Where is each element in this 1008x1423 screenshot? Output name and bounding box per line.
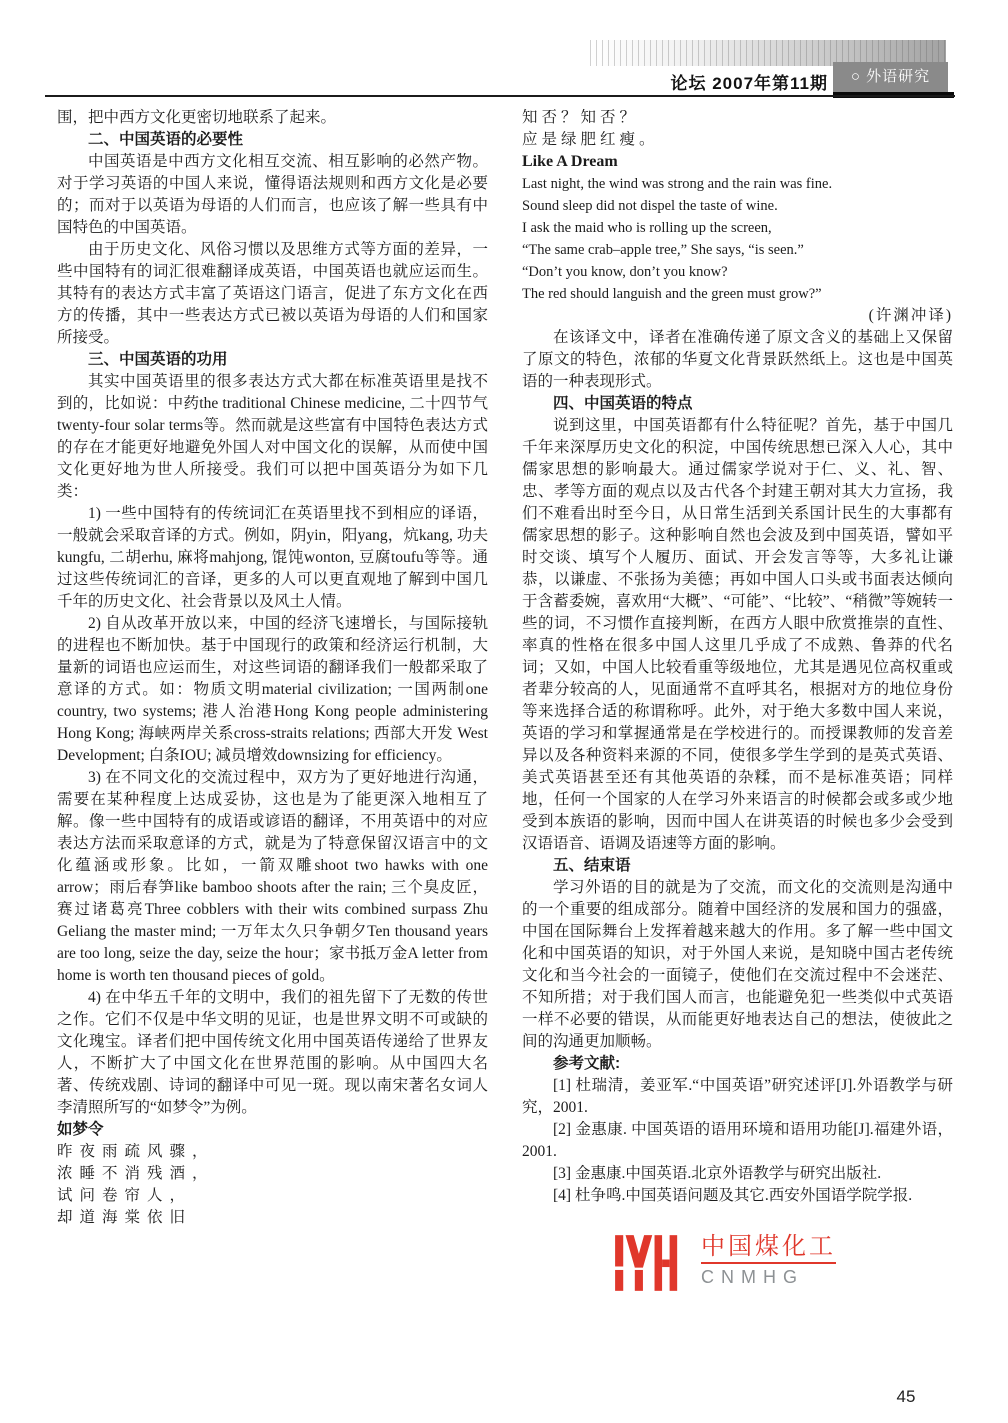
references-heading: 参考文献: <box>553 1055 621 1072</box>
poem-translation-line: Sound sleep did not dispel the taste of wine. <box>522 198 778 214</box>
poem-line: 试问卷帘人， <box>57 1187 193 1204</box>
comment-paragraph: 在该译文中，译者在准确传递了原文含义的基础上又保留了原文的特色，浓郁的华夏文化背景跃然纸上。这也是中国英语的一种表现形式。 <box>522 329 953 390</box>
section3-intro: 其实中国英语里的很多表达方式大都在标准英语里是找不到的，比如说：中药the traditional Chinese medicine, 二十四节气twenty-four solar terms等。然而就是这些富有中国特色表达方式的存在才能更好地避免外国人对中国文化的误解，从而使中国文化更好地为世人所接受。我们可以把中国英语分为如下几类： <box>57 373 488 500</box>
poem-translation-line: The red should languish and the green must grow?” <box>522 286 822 302</box>
section2-paragraph: 中国英语是中西方文化相互交流、相互影响的必然产物。对于学习英语的中国人来说，懂得语法规则和西方文化是必要的；而对于以英语为母语的人们而言，也应该了解一些具有中国特色的中国英语。 <box>57 153 488 236</box>
section3-item: 1) 一些中国特有的传统词汇在英语里找不到相应的译语，一般就会采取音译的方式。例如，阴yin，阳yang，炕kang, 功夫kungfu, 二胡erhu, 麻将mahjong, 馄饨wonton, 豆腐toufu等等。通过这些传统词汇的音译，更多的人可以更直观地了解到中国几千年的历史文化、社会背景以及风土人情。 <box>57 505 488 610</box>
right-column <box>522 107 953 1207</box>
poem-translation-line: “Don’t you know, don’t you know? <box>522 264 728 280</box>
journal-issue-info: 论坛 2007年第11期 <box>670 74 828 93</box>
poem-translation-line: I ask the maid who is rolling up the screen, <box>522 220 772 236</box>
heading-section5: 五、结束语 <box>553 857 631 874</box>
header-rule <box>45 95 955 97</box>
section3-item: 3) 在不同文化的交流过程中，双方为了更好地进行沟通，需要在某种程度上达成妥协，这也是为了能更深入地相互了解。像一些中国特有的成语或谚语的翻译，不用英语中的对应表达方法而采取意译的方式，就是为了特意保留汉语言中的文化蕴涵或形象。比如，一箭双雕shoot two hawks with one arrow；雨后春笋like bamboo shoots after the rain; 三个臭皮匠，赛过诸葛亮Three cobblers with their wits combined surpass Zhu Geliang the master mind; 一万年太久只争朝夕Ten thousand years are too long, seize the day, seize the hour；家书抵万金A letter from home is worth ten thousand pieces of gold。 <box>57 769 488 984</box>
poem-line: 昨夜雨疏风骤， <box>57 1143 215 1160</box>
heading-section4: 四、中国英语的特点 <box>553 395 693 412</box>
section-badge: ○ 外语研究 <box>833 62 948 92</box>
reference-item: [4] 杜争鸣.中国英语问题及其它.西安外国语学院学报. <box>553 1187 913 1204</box>
cnmhg-logo-mark-icon <box>605 1234 689 1292</box>
reference-item: [1] 杜瑞清，姜亚军.“中国英语”研究述评[J].外语教学与研究，2001. <box>522 1077 953 1116</box>
poem-translation-title: Like A Dream <box>522 153 618 170</box>
section5-paragraph: 学习外语的目的就是为了交流，而文化的交流则是沟通中的一个重要的组成部分。随着中国经济的发展和国力的强盛，中国在国际舞台上发挥着越来越大的作用。多了解一些中国文化和中国英语的知识，对于外国人来说，是知晓中国古老传统文化和当今社会的一面镜子，使他们在交流过程中不会迷茫、不知所措；对于我们国人而言，也能避免犯一些类似中式英语一样不必要的错误，从而能更好地表达自己的想法，使彼此之间的沟通更加顺畅。 <box>522 879 953 1050</box>
poem-title: 如梦令 <box>57 1121 104 1138</box>
section2-paragraph: 由于历史文化、风俗习惯以及思维方式等方面的差异，一些中国特有的词汇很难翻译成英语，中国英语也就应运而生。其特有的表达方式丰富了英语这门语言，促进了东方文化在西方的传播，其中一些表达方式已被以英语为母语的人们和国家所接受。 <box>57 241 488 346</box>
left-column <box>57 107 488 1229</box>
section3-item: 2) 自从改革开放以来，中国的经济飞速增长，与国际接轨的进程也不断加快。基于中国现行的政策和经济运行机制，大量新的词语也应运而生，对这些词语的翻译我们一般都采取了意译的方式。如：物质文明material civilization; 一国两制one country, two systems; 港人治港Hong Kong people administering Hong Kong; 海峡两岸关系cross-straits relations; 西部大开发 West Development; 白条IOU; 减员增效downsizing for efficiency。 <box>57 615 488 764</box>
poem-translation-line: “The same crab–apple tree,” She says, “is seen.” <box>522 242 804 258</box>
section4-paragraph: 说到这里，中国英语都有什么特征呢？首先，基于中国几千年来深厚历史文化的积淀，中国传统思想已深入人心，其中儒家思想的影响最大。通过儒家学说对于仁、义、礼、智、忠、孝等方面的观点以及古代各个封建王朝对其大力宣扬，我们不难看出时至今日，从日常生活到关系国计民生的大事都有儒家思想的影子。这种影响自然也会波及到中国英语，譬如平时交谈、填写个人履历、面试、开会发言等等，大多礼让谦恭，以谦虚、不张扬为美德；再如中国人口头或书面表达倾向于含蓄委婉，喜欢用“大概”、“可能”、“比较”、“稍微”等婉转一些的词，不习惯作直接判断，在西方人眼中欣赏推崇的直性、率真的性格在很多中国人这里几乎成了不成熟、鲁莽的代名词；又如，中国人比较看重等级地位，尤其是遇见位高权重或者辈分较高的人，见面通常不直呼其名，根据对方的地位身份等来选择合适的称谓称呼。此外，对于绝大多数中国人来说，英语的学习和掌握通常是在学校进行的。而授课教师的发音差异以及各种资料来源的不同，使很多学生学到的是英式英语、美式英语甚至还有其他英语的杂糅，而不是标准英语；同样地，任何一个国家的人在学习外来语言的时候都会或多或少地受到本族语的影响，因而中国人在讲英语的时候也多少会受到汉语语音、语调及语速等方面的影响。 <box>522 417 953 852</box>
section3-item: 4) 在中华五千年的文明中，我们的祖先留下了无数的传世之作。它们不仅是中华文明的见证，也是世界文明不可或缺的文化瑰宝。译者们把中国传统文化用中国英语传递给了世界友人，不断扩大了中国文化在世界范围的影响。从中国四大名著、传统戏剧、诗词的翻译中可见一斑。现以南宋著名女词人李清照所写的“如梦令”为例。 <box>57 989 488 1116</box>
continued-paragraph: 围，把中西方文化更密切地联系了起来。 <box>57 109 337 126</box>
poem-line: 知否？知否？ <box>522 109 640 126</box>
translator-credit: (许渊冲译) <box>868 307 953 324</box>
poem-line: 应是绿肥红瘦。 <box>522 131 659 148</box>
reference-item: [3] 金惠康.中国英语.北京外语教学与研究出版社. <box>553 1165 882 1182</box>
cnmhg-logo-text <box>701 1234 836 1288</box>
poem-translation-line: Last night, the wind was strong and the rain was fine. <box>522 176 833 192</box>
page-number: 45 <box>896 1387 916 1406</box>
logo-name-cn: 中国煤化工 <box>701 1234 836 1264</box>
logo-name-en: CNMHG <box>701 1267 804 1287</box>
poem-line: 浓睡不消残酒， <box>57 1165 215 1182</box>
heading-section2: 二、中国英语的必要性 <box>88 131 244 148</box>
reference-item: [2] 金惠康. 中国英语的语用环境和语用功能[J].福建外语，2001. <box>522 1121 953 1160</box>
cnmhg-logo <box>605 1234 836 1292</box>
poem-line: 却道海棠依旧 <box>57 1209 193 1226</box>
heading-section3: 三、中国英语的功用 <box>88 351 228 368</box>
